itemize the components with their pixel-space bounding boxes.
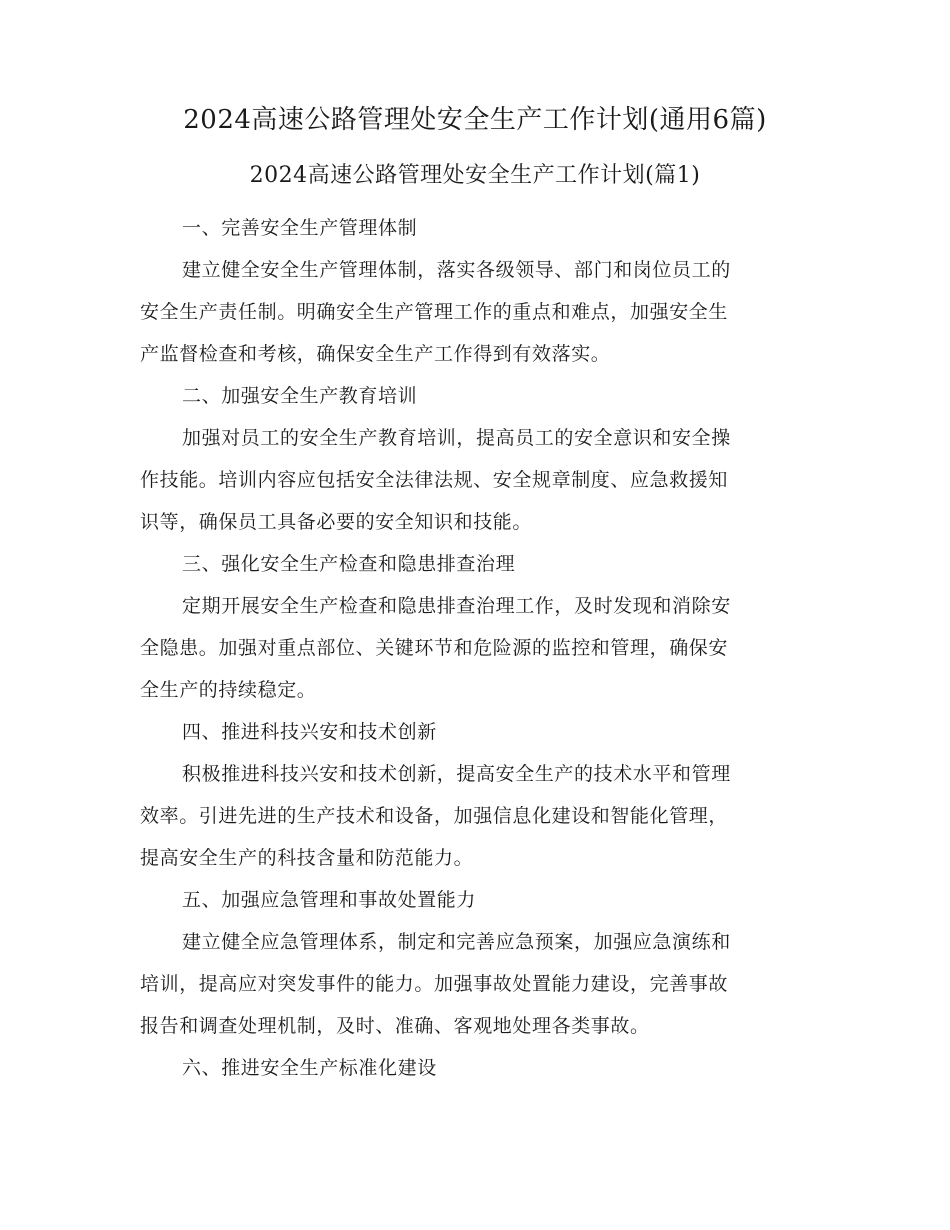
- document-body: [140, 207, 800, 1089]
- paragraph-line: 效率。引进先进的生产技术和设备，加强信息化建设和智能化管理，: [140, 805, 729, 827]
- paragraph-line: 全生产的持续稳定。: [140, 679, 317, 701]
- paragraph-line: 报告和调查处理机制，及时、准确、客观地处理各类事故。: [140, 1015, 650, 1037]
- paragraph-line: 产监督检查和考核，确保安全生产工作得到有效落实。: [140, 343, 611, 365]
- paragraph-line: 识等，确保员工具备必要的安全知识和技能。: [140, 511, 533, 533]
- section-heading: 一、完善安全生产管理体制: [182, 217, 418, 239]
- section-heading: 五、加强应急管理和事故处置能力: [182, 889, 477, 911]
- paragraph-line: 作技能。培训内容应包括安全法律法规、安全规章制度、应急救援知: [140, 469, 729, 491]
- document-title: 2024高速公路管理处安全生产工作计划(通用6篇): [183, 105, 767, 135]
- paragraph-line: 积极推进科技兴安和技术创新，提高安全生产的技术水平和管理: [182, 763, 731, 785]
- paragraph-line: 建立健全安全生产管理体制，落实各级领导、部门和岗位员工的: [182, 259, 731, 281]
- section-heading: 三、强化安全生产检查和隐患排查治理: [182, 553, 516, 575]
- paragraph-line: 建立健全应急管理体系，制定和完善应急预案，加强应急演练和: [182, 931, 731, 953]
- section-heading: 二、加强安全生产教育培训: [182, 385, 418, 407]
- paragraph-line: 加强对员工的安全生产教育培训，提高员工的安全意识和安全操: [182, 427, 731, 449]
- section-paragraph: [140, 753, 800, 879]
- section-heading: 四、推进科技兴安和技术创新: [182, 721, 437, 743]
- paragraph-line: 定期开展安全生产检查和隐患排查治理工作，及时发现和消除安: [182, 595, 731, 617]
- document-subtitle: 2024高速公路管理处安全生产工作计划(篇1): [249, 163, 701, 188]
- paragraph-line: 安全生产责任制。明确安全生产管理工作的重点和难点，加强安全生: [140, 301, 729, 323]
- section-paragraph: [140, 585, 800, 711]
- section-paragraph: [140, 921, 800, 1047]
- paragraph-line: 提高安全生产的科技含量和防范能力。: [140, 847, 474, 869]
- section-paragraph: [140, 417, 800, 543]
- paragraph-line: 全隐患。加强对重点部位、关键环节和危险源的监控和管理，确保安: [140, 637, 729, 659]
- section-heading: 六、推进安全生产标准化建设: [182, 1057, 437, 1079]
- section-paragraph: [140, 249, 800, 375]
- paragraph-line: 培训，提高应对突发事件的能力。加强事故处置能力建设，完善事故: [140, 973, 729, 995]
